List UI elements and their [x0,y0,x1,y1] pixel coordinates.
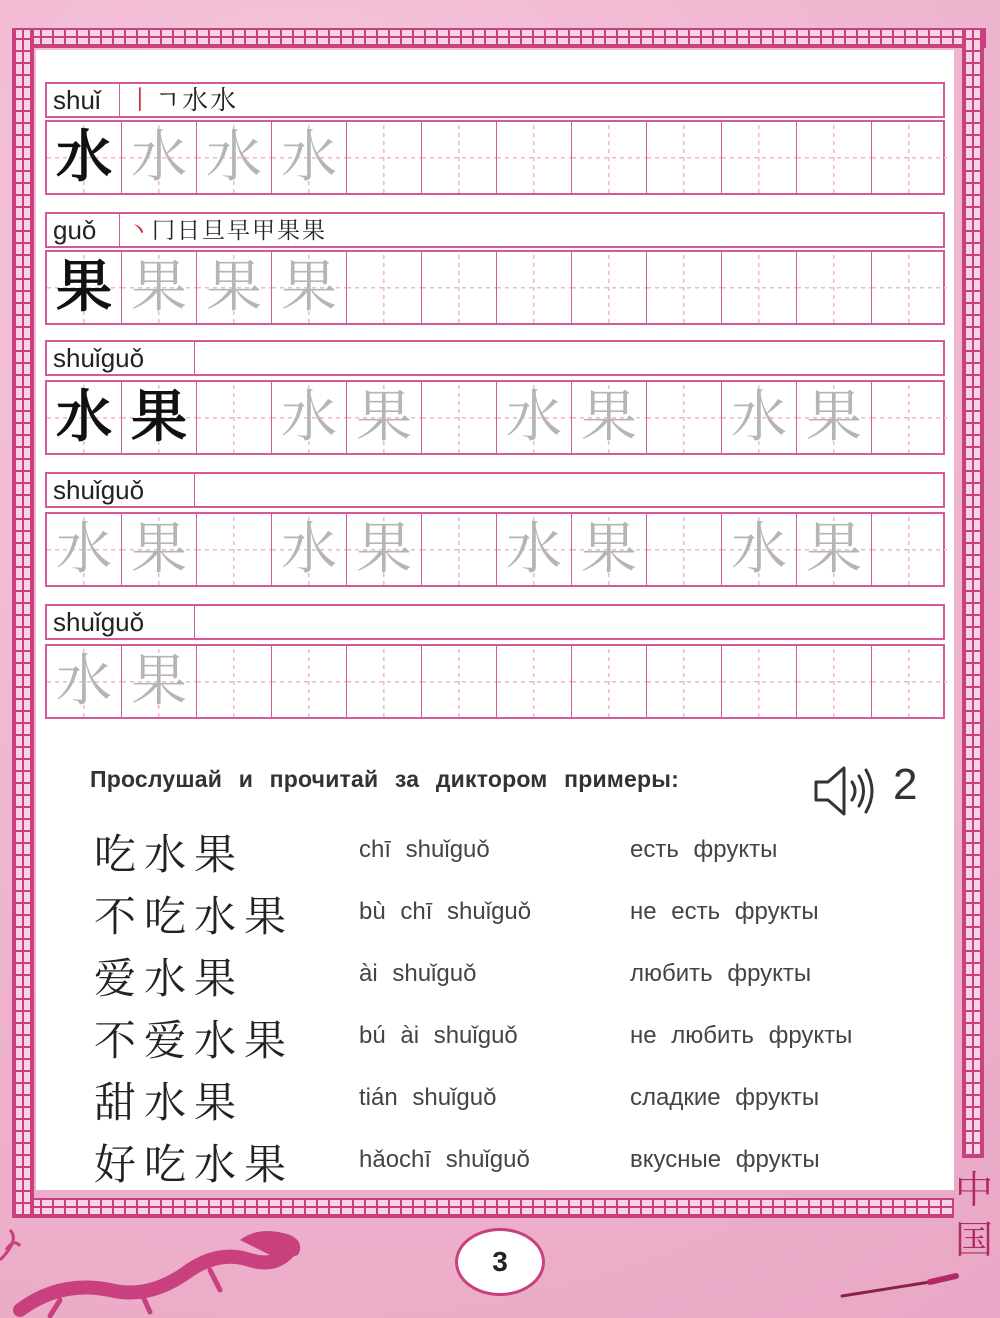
empty-practice-cell[interactable] [347,122,422,193]
trace-character[interactable]: 水 [122,122,197,193]
meander-border-bottom [14,1198,954,1218]
empty-practice-cell[interactable] [497,646,572,717]
phrase-translation: вкусные фрукты [630,1146,820,1173]
phrase-hanzi: 不爱水果 [94,1016,295,1065]
empty-practice-cell[interactable] [572,122,647,193]
pinyin-row-5 [45,604,945,640]
character-row-3 [45,380,945,455]
empty-practice-cell[interactable] [347,646,422,717]
phrase-pinyin: bú ài shuǐguǒ [359,1022,518,1049]
empty-practice-cell[interactable] [872,122,947,193]
stroke-step: 果 [277,218,302,244]
trace-character[interactable]: 水 [197,122,272,193]
phrase-hanzi: 爱水果 [94,954,245,1003]
phrase-hanzi: 好吃水果 [94,1140,295,1189]
phrase-hanzi: 不吃水果 [94,892,295,941]
trace-character[interactable]: 果 [572,514,647,585]
empty-practice-cell[interactable] [722,252,797,323]
model-character: 果 [122,382,197,453]
empty-practice-cell[interactable] [647,252,722,323]
empty-practice-cell[interactable] [272,646,347,717]
phrase-pinyin: chī shuǐguǒ [359,836,490,863]
trace-character[interactable]: 果 [797,382,872,453]
character-row-2 [45,250,945,325]
pinyin-label: shuǐguǒ [47,342,195,374]
phrase-row [0,1132,1000,1192]
empty-practice-cell[interactable] [197,646,272,717]
empty-practice-cell[interactable] [797,122,872,193]
trace-character[interactable]: 果 [122,514,197,585]
phrase-pinyin: bù chī shuǐguǒ [359,898,532,925]
stroke-step: 早 [227,218,252,244]
dragon-icon [0,1220,320,1318]
pinyin-row-3 [45,340,945,376]
empty-practice-cell[interactable] [422,252,497,323]
page-number: 3 [455,1228,545,1296]
phrase-hanzi: 甜水果 [94,1078,245,1127]
trace-character[interactable]: 果 [797,514,872,585]
empty-practice-cell[interactable] [572,252,647,323]
empty-practice-cell[interactable] [497,252,572,323]
stroke-step: 冂 [152,218,177,244]
empty-practice-cell[interactable] [872,382,947,453]
pinyin-label: guǒ [47,214,120,246]
phrase-pinyin: ài shuǐguǒ [359,960,477,987]
pinyin-label: shuǐguǒ [47,606,195,638]
pinyin-row-1 [45,82,945,118]
phrase-row [0,1070,1000,1130]
character-row-5 [45,644,945,719]
empty-practice-cell[interactable] [197,382,272,453]
empty-practice-cell[interactable] [422,514,497,585]
model-character: 水 [47,122,122,193]
empty-practice-cell[interactable] [722,646,797,717]
character-row-4 [45,512,945,587]
model-character: 果 [47,252,122,323]
phrase-row [0,946,1000,1006]
phrase-row [0,884,1000,944]
phrase-translation: не есть фрукты [630,898,819,925]
character-row-1 [45,120,945,195]
empty-practice-cell[interactable] [872,646,947,717]
empty-practice-cell[interactable] [872,252,947,323]
trace-character[interactable]: 水 [47,514,122,585]
trace-character[interactable]: 果 [347,382,422,453]
empty-practice-cell[interactable] [722,122,797,193]
empty-practice-cell[interactable] [422,646,497,717]
empty-practice-cell[interactable] [647,122,722,193]
audio-track-number: 2 [893,760,918,809]
pinyin-label: shuǐ [47,84,120,116]
empty-practice-cell[interactable] [497,122,572,193]
stroke-step: 水 [210,86,239,116]
trace-character[interactable]: 水 [497,514,572,585]
phrase-translation: есть фрукты [630,836,778,863]
phrase-translation: не любить фрукты [630,1022,853,1049]
phrase-pinyin: hǎochī shuǐguǒ [359,1146,530,1173]
phrase-translation: любить фрукты [630,960,812,987]
trace-character[interactable]: 水 [722,514,797,585]
empty-practice-cell[interactable] [647,646,722,717]
listening-instruction: Прослушай и прочитай за диктором примеры: [90,766,679,792]
trace-character[interactable]: 果 [122,646,197,717]
trace-character[interactable]: 水 [272,122,347,193]
trace-character[interactable]: 果 [572,382,647,453]
phrase-hanzi: 吃水果 [94,830,245,879]
stroke-order [127,84,238,116]
meander-border-top [14,28,986,48]
trace-character[interactable]: 果 [272,252,347,323]
stroke-step: 甲 [252,218,277,244]
empty-practice-cell[interactable] [797,646,872,717]
trace-character[interactable]: 水 [722,382,797,453]
trace-character[interactable]: 果 [122,252,197,323]
empty-practice-cell[interactable] [422,122,497,193]
trace-character[interactable]: 水 [272,382,347,453]
empty-practice-cell[interactable] [347,252,422,323]
stroke-step: 日 [177,218,202,244]
trace-character[interactable]: 水 [272,514,347,585]
pinyin-row-4 [45,472,945,508]
brush-icon [840,1270,960,1300]
empty-practice-cell[interactable] [647,514,722,585]
phrase-pinyin: tián shuǐguǒ [359,1084,497,1111]
empty-practice-cell[interactable] [197,514,272,585]
phrase-row [0,822,1000,882]
stroke-step: 水 [182,86,211,116]
empty-practice-cell[interactable] [872,514,947,585]
pinyin-label: shuǐguǒ [47,474,195,506]
phrase-translation: сладкие фрукты [630,1084,820,1111]
stroke-step: 果 [302,218,327,244]
model-character: 水 [47,382,122,453]
empty-practice-cell[interactable] [647,382,722,453]
china-label: 中国 [954,1168,993,1262]
trace-character[interactable]: 果 [347,514,422,585]
stroke-step: ㄱ [155,86,183,116]
empty-practice-cell[interactable] [422,382,497,453]
empty-practice-cell[interactable] [797,252,872,323]
stroke-step: 丨 [127,86,156,116]
stroke-order [127,214,327,246]
stroke-step: 旦 [202,218,227,244]
trace-character[interactable]: 果 [197,252,272,323]
empty-practice-cell[interactable] [572,646,647,717]
trace-character[interactable]: 水 [497,382,572,453]
trace-character[interactable]: 水 [47,646,122,717]
stroke-step: 丶 [127,218,152,244]
speaker-icon[interactable] [812,762,886,820]
phrase-row [0,1008,1000,1068]
pinyin-row-2 [45,212,945,248]
